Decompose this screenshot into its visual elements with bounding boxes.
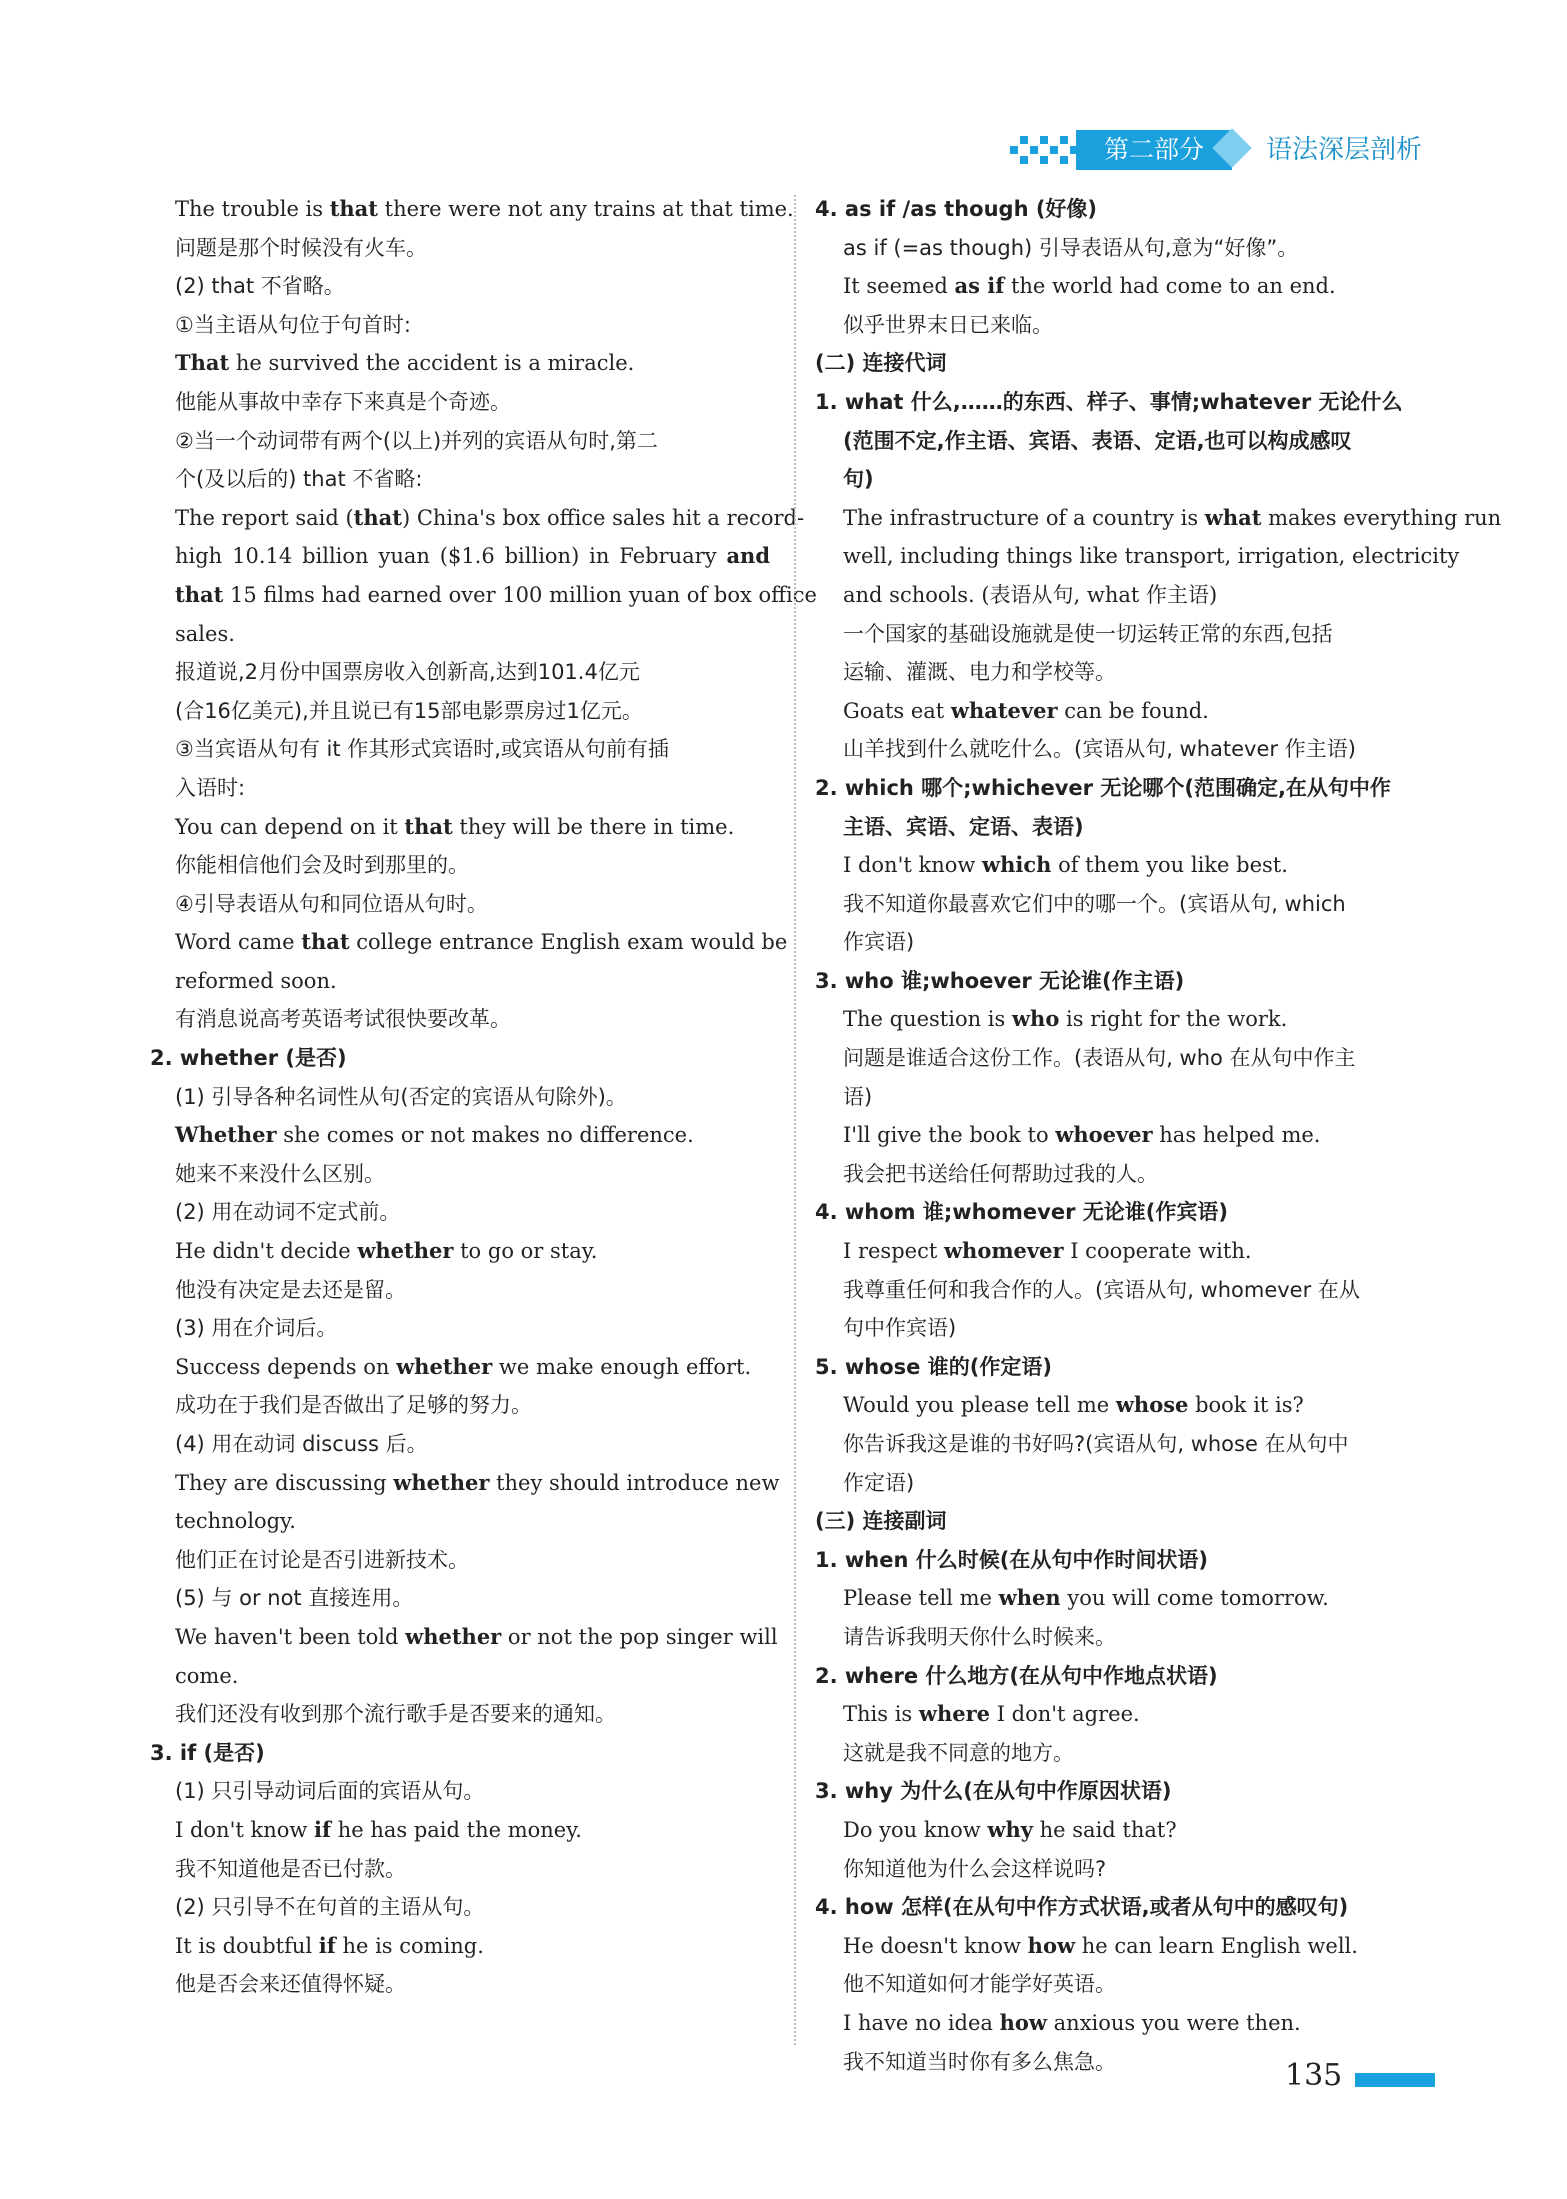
text-line: ③当宾语从句有 it 作其形式宾语时,或宾语从句前有插: [175, 737, 669, 762]
text-line: 作定语): [843, 1470, 915, 1495]
section-heading: 2. where 什么地方(在从句中作地点状语): [815, 1663, 1218, 1688]
keyword: whoever: [1055, 1122, 1153, 1148]
section-heading: 5. whose 谁的(作定语): [815, 1354, 1052, 1379]
text-line: I don't know if he has paid the money.: [175, 1816, 582, 1842]
text-line: He doesn't know how he can learn English well.: [843, 1932, 1358, 1958]
text-line: 山羊找到什么就吃什么。(宾语从句, whatever 作主语): [843, 737, 1356, 762]
text-line: 你能相信他们会及时到那里的。: [175, 853, 469, 878]
text-line: (1) 只引导动词后面的宾语从句。: [175, 1779, 485, 1804]
text-line: 你知道他为什么会这样说吗?: [843, 1856, 1107, 1881]
keyword: whose: [1115, 1392, 1189, 1418]
keyword: that: [353, 504, 402, 530]
keyword: why: [987, 1816, 1033, 1842]
text-line: reformed soon.: [175, 968, 337, 993]
keyword: as if: [954, 273, 1005, 299]
text-line: Please tell me when you will come tomorrow.: [843, 1585, 1329, 1611]
keyword: whether: [357, 1238, 454, 1264]
text-line: ④引导表语从句和同位语从句时。: [175, 891, 488, 916]
text-line: 我不知道他是否已付款。: [175, 1856, 406, 1881]
text-line: 我不知道当时你有多么焦急。: [843, 2049, 1116, 2074]
text-line: 你告诉我这是谁的书好吗?(宾语从句, whose 在从句中: [843, 1432, 1349, 1456]
keyword: if: [314, 1816, 332, 1842]
page-number-bar: [1355, 2073, 1435, 2087]
keyword: who: [1011, 1006, 1060, 1032]
text-line: I have no idea how anxious you were then.: [843, 2009, 1301, 2035]
part-label: 第二部分: [1076, 130, 1232, 170]
keyword: that: [404, 813, 453, 839]
text-line: 问题是那个时候没有火车。: [175, 235, 427, 260]
text-line: ②当一个动词带有两个(以上)并列的宾语从句时,第二: [175, 428, 658, 453]
text-line: 我尊重任何和我合作的人。(宾语从句, whomever 在从: [843, 1277, 1360, 1302]
section-header: [1010, 128, 1450, 178]
text-line: That he survived the accident is a miracle.: [175, 350, 635, 376]
text-line: (2) 只引导不在句首的主语从句。: [175, 1895, 485, 1920]
text-line: 他能从事故中幸存下来真是个奇迹。: [175, 389, 511, 414]
keyword: if: [318, 1932, 336, 1958]
text-line: (5) 与 or not 直接连用。: [175, 1586, 414, 1611]
text-line: as if (=as though) 引导表语从句,意为“好像”。: [843, 235, 1299, 260]
text-line: 请告诉我明天你什么时候来。: [843, 1624, 1116, 1649]
text-line: Goats eat whatever can be found.: [843, 697, 1209, 723]
text-line: 他们正在讨论是否引进新技术。: [175, 1547, 469, 1572]
pixel-dots-icon: [1010, 132, 1080, 172]
text-line: I don't know which of them you like best.: [843, 852, 1288, 878]
left-column: [150, 190, 817, 2004]
keyword: That: [175, 350, 230, 376]
keyword: how: [999, 2009, 1047, 2035]
text-line: Do you know why he said that?: [843, 1816, 1177, 1842]
text-line: 作宾语): [843, 930, 915, 955]
keyword: whomever: [943, 1238, 1064, 1264]
text-line: sales.: [175, 621, 235, 646]
text-line: 我们还没有收到那个流行歌手是否要来的通知。: [175, 1702, 616, 1727]
text-line: You can depend on it that they will be there in time.: [175, 813, 735, 839]
column-divider: [794, 195, 796, 2045]
section-heading: 4. how 怎样(在从句中作方式状语,或者从句中的感叹句): [815, 1895, 1349, 1920]
keyword: that: [301, 929, 350, 955]
text-line: Would you please tell me whose book it is?: [843, 1392, 1304, 1418]
section-heading: 2. whether (是否): [150, 1046, 347, 1071]
keyword: where: [918, 1701, 991, 1727]
text-line: 语): [843, 1084, 873, 1109]
section-heading: 2. which 哪个;whichever 无论哪个(范围确定,在从句中作: [815, 775, 1391, 800]
right-column: [815, 190, 1502, 2081]
text-line: and schools. (表语从句, what 作主语): [843, 582, 1218, 607]
text-line: This is where I don't agree.: [843, 1701, 1140, 1727]
section-heading: (范围不定,作主语、宾语、表语、定语,也可以构成感叹: [843, 428, 1352, 453]
text-line: well, including things like transport, irrigation, electricity: [843, 544, 1460, 569]
text-line: that 15 films had earned over 100 million yuan of box office: [175, 581, 817, 607]
text-line: 入语时:: [175, 775, 246, 800]
keyword: whether: [396, 1353, 493, 1379]
text-line: The trouble is that there were not any trains at that time.: [175, 196, 794, 221]
text-line: It is doubtful if he is coming.: [175, 1932, 484, 1958]
text-line: It seemed as if the world had come to an end.: [843, 273, 1336, 299]
text-line: ①当主语从句位于句首时:: [175, 312, 411, 337]
text-line: 一个国家的基础设施就是使一切运转正常的东西,包括: [843, 621, 1333, 646]
text-line: 她来不来没什么区别。: [175, 1161, 385, 1186]
section-heading: (三) 连接副词: [815, 1509, 947, 1534]
text-line: Success depends on whether we make enough effort.: [175, 1353, 752, 1379]
keyword: whether: [393, 1469, 490, 1495]
text-line: (3) 用在介词后。: [175, 1316, 338, 1341]
text-line: We haven't been told whether or not the pop singer will: [175, 1623, 778, 1649]
section-heading: 3. if (是否): [150, 1740, 265, 1765]
text-line: The infrastructure of a country is what makes everything run: [843, 504, 1502, 530]
header-title: 语法深层剖析: [1266, 135, 1423, 165]
section-heading: 3. why 为什么(在从句中作原因状语): [815, 1779, 1172, 1804]
section-heading: 4. whom 谁;whomever 无论谁(作宾语): [815, 1200, 1228, 1225]
text-line: 他不知道如何才能学好英语。: [843, 1972, 1116, 1997]
keyword: when: [998, 1585, 1061, 1611]
text-line: The question is who is right for the work.: [843, 1006, 1288, 1032]
text-line: I respect whomever I cooperate with.: [843, 1238, 1252, 1264]
text-line: high 10.14 billion yuan ($1.6 billion) in February and: [175, 543, 770, 569]
text-line: 他没有决定是去还是留。: [175, 1277, 406, 1302]
text-line: I'll give the book to whoever has helped me.: [843, 1122, 1321, 1148]
text-line: (合16亿美元),并且说已有15部电影票房过1亿元。: [175, 698, 643, 723]
text-line: 似乎世界末日已来临。: [843, 312, 1053, 337]
section-heading: 3. who 谁;whoever 无论谁(作主语): [815, 968, 1185, 993]
text-line: (4) 用在动词 discuss 后。: [175, 1432, 428, 1456]
text-line: (2) 用在动词不定式前。: [175, 1200, 401, 1225]
text-line: 这就是我不同意的地方。: [843, 1740, 1074, 1765]
keyword: that: [175, 581, 224, 607]
section-heading: 句): [843, 467, 874, 492]
keyword: what: [1204, 504, 1262, 530]
text-line: 句中作宾语): [843, 1316, 957, 1341]
keyword: which: [982, 852, 1052, 878]
text-line: (1) 引导各种名词性从句(否定的宾语从句除外)。: [175, 1084, 627, 1109]
keyword: whether: [405, 1623, 502, 1649]
text-line: 有消息说高考英语考试很快要改革。: [175, 1007, 511, 1032]
text-line: 我不知道你最喜欢它们中的哪一个。(宾语从句, which: [843, 891, 1346, 916]
text-line: technology.: [175, 1509, 296, 1534]
keyword: how: [1027, 1932, 1076, 1958]
text-line: 个(及以后的) that 不省略:: [175, 467, 423, 492]
section-heading: (二) 连接代词: [815, 351, 947, 376]
section-heading: 主语、宾语、定语、表语): [843, 814, 1084, 839]
text-line: Whether she comes or not makes no difference.: [175, 1122, 694, 1148]
text-line: (2) that 不省略。: [175, 274, 345, 299]
section-heading: 4. as if /as though (好像): [815, 197, 1098, 221]
text-line: 报道说,2月份中国票房收入创新高,达到101.4亿元: [175, 660, 640, 685]
keyword: that: [329, 196, 378, 221]
page-number: 135: [1285, 2058, 1343, 2093]
text-line: The report said (that) China's box office sales hit a record-: [175, 504, 805, 530]
text-line: 我会把书送给任何帮助过我的人。: [843, 1161, 1158, 1186]
text-line: come.: [175, 1663, 239, 1688]
keyword: and: [726, 543, 770, 569]
keyword: Whether: [175, 1122, 277, 1148]
keyword: whatever: [950, 697, 1058, 723]
text-line: 他是否会来还值得怀疑。: [175, 1972, 406, 1997]
section-heading: 1. what 什么,……的东西、样子、事情;whatever 无论什么: [815, 389, 1403, 414]
text-line: He didn't decide whether to go or stay.: [175, 1238, 598, 1264]
text-line: They are discussing whether they should introduce new: [175, 1469, 780, 1495]
section-heading: 1. when 什么时候(在从句中作时间状语): [815, 1547, 1208, 1572]
text-line: 运输、灌溉、电力和学校等。: [843, 660, 1116, 685]
text-line: 问题是谁适合这份工作。(表语从句, who 在从句中作主: [843, 1046, 1356, 1071]
text-line: 成功在于我们是否做出了足够的努力。: [175, 1393, 532, 1418]
text-line: Word came that college entrance English exam would be: [175, 929, 788, 955]
